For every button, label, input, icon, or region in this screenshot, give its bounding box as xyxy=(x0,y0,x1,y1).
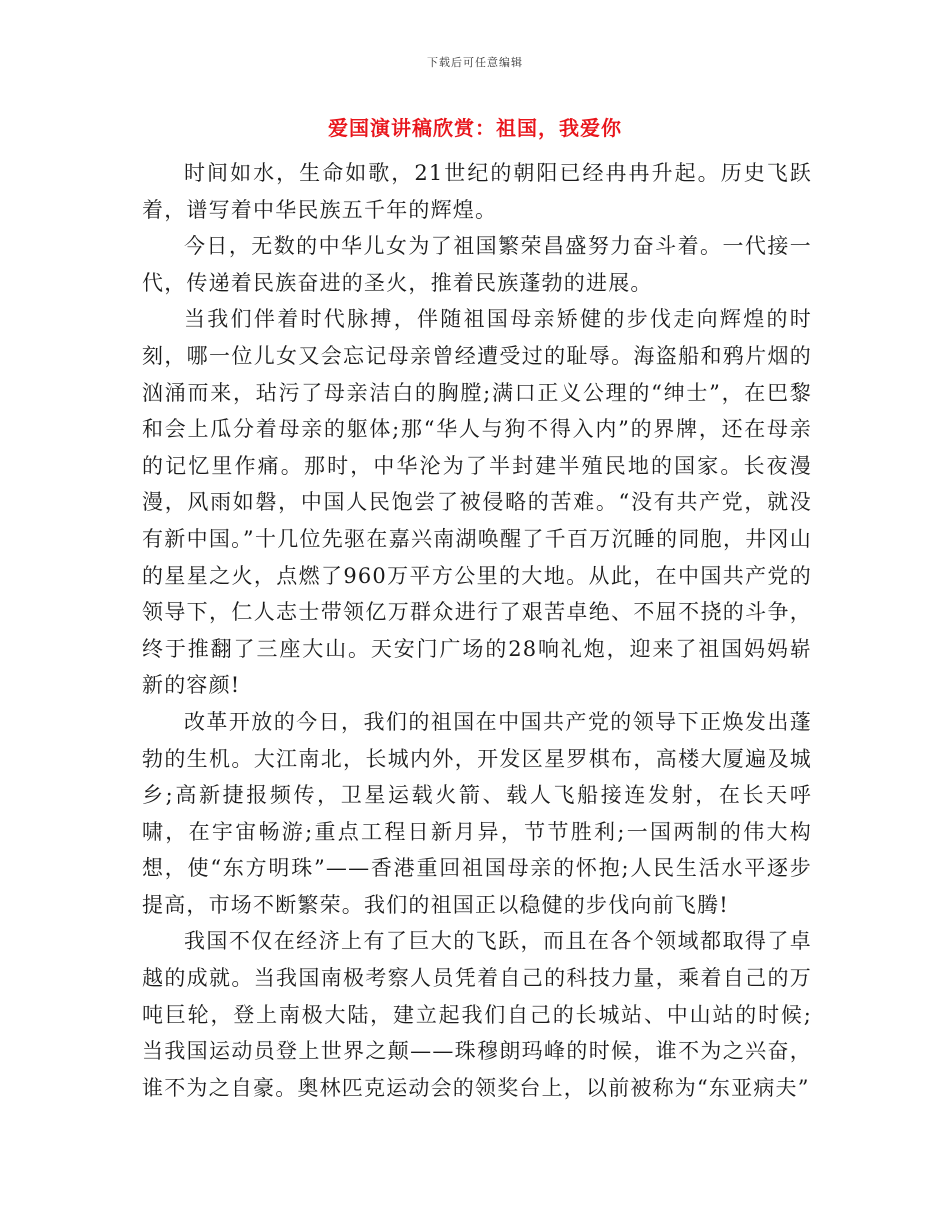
paragraph-3: 当我们伴着时代脉搏，伴随祖国母亲矫健的步伐走向辉煌的时刻，哪一位儿女又会忘记母亲曾经遭受过的耻辱。海盗船和鸦片烟的汹涌而来，玷污了母亲洁白的胸膛;满口正义公理的“绅士”，在巴黎和会上瓜分着母亲的躯体;那“华人与狗不得入内”的界牌，还在母亲的记忆里作痛。那时，中华沦为了半封建半殖民地的国家。长夜漫漫，风雨如磐，中国人民饱尝了被侵略的苦难。“没有共产党，就没有新中国。”十几位先驱在嘉兴南湖唤醒了千百万沉睡的同胞，井冈山的星星之火，点燃了960万平方公里的大地。从此，在中国共产党的领导下，仁人志士带领亿万群众进行了艰苦卓绝、不屈不挠的斗争，终于推翻了三座大山。天安门广场的28响礼炮，迎来了祖国妈妈崭新的容颜! xyxy=(142,307,812,698)
paragraph-2: 今日，无数的中华儿女为了祖国繁荣昌盛努力奋斗着。一代接一代，传递着民族奋进的圣火，推着民族蓬勃的进展。 xyxy=(142,234,812,295)
document-body xyxy=(142,155,812,1106)
paragraph-5: 我国不仅在经济上有了巨大的飞跃，而且在各个领域都取得了卓越的成就。当我国南极考察人员凭着自己的科技力量，乘着自己的万吨巨轮，登上南极大陆，建立起我们自己的长城站、中山站的时候;当我国运动员登上世界之颠——珠穆朗玛峰的时候，谁不为之兴奋，谁不为之自豪。奥林匹克运动会的领奖台上，以前被称为“东亚病夫” xyxy=(142,929,812,1100)
header-note: 下载后可任意编辑 xyxy=(427,56,523,69)
paragraph-1: 时间如水，生命如歌，21世纪的朝阳已经冉冉升起。历史飞跃着，谱写着中华民族五千年的辉煌。 xyxy=(142,161,812,222)
document-title: 爱国演讲稿欣赏：祖国，我爱你 xyxy=(328,116,622,140)
paragraph-4: 改革开放的今日，我们的祖国在中国共产党的领导下正焕发出蓬勃的生机。大江南北，长城内外，开发区星罗棋布，高楼大厦遍及城乡;高新捷报频传，卫星运载火箭、载人飞船接连发射，在长天呼啸，在宇宙畅游;重点工程日新月异，节节胜利;一国两制的伟大构想，使“东方明珠”——香港重回祖国母亲的怀抱;人民生活水平逐步提高，市场不断繁荣。我们的祖国正以稳健的步伐向前飞腾! xyxy=(142,709,812,917)
